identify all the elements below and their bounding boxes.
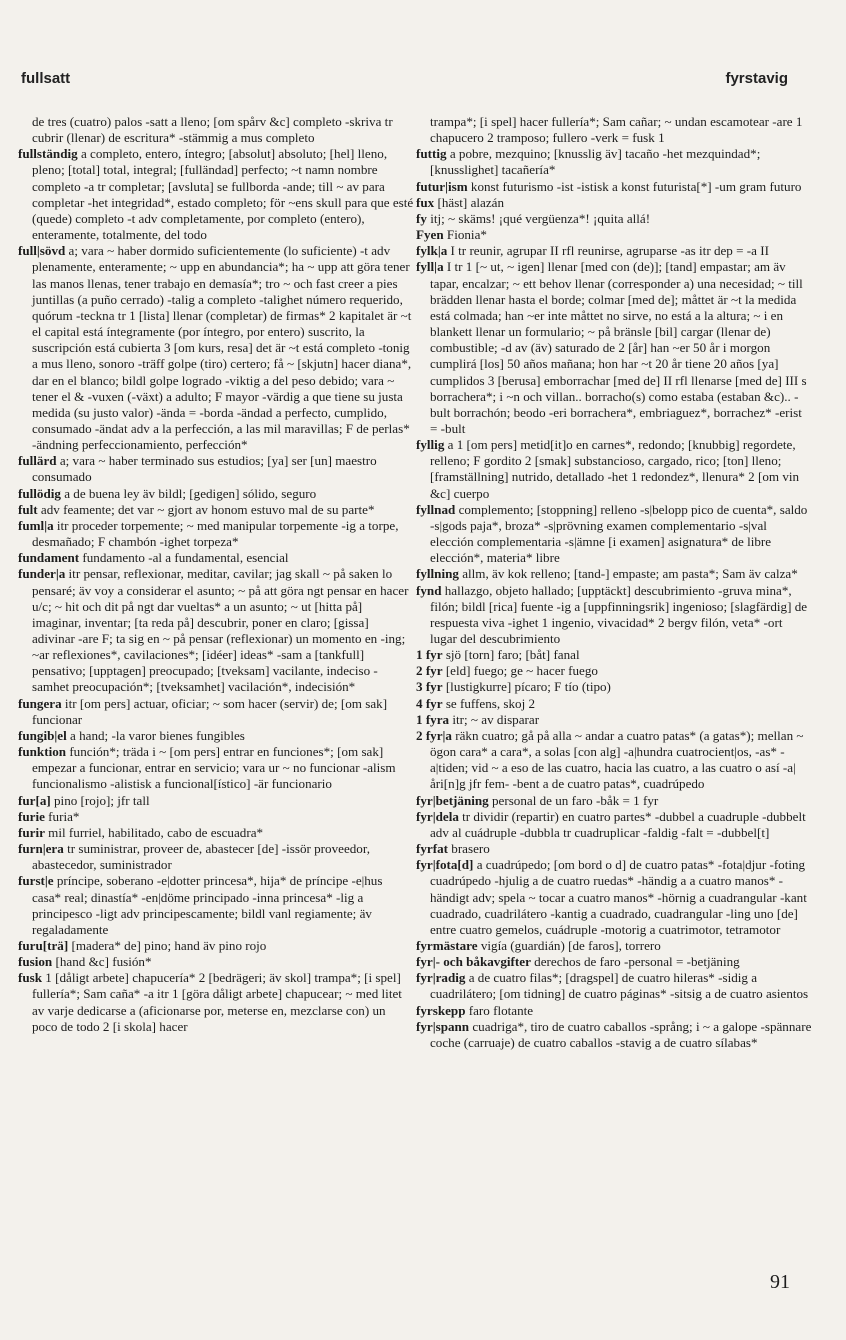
dictionary-entry bbox=[416, 243, 812, 259]
entry-definition: a; vara ~ haber dormido suficientemente (lo suficiente) -t adv plenamente, enteramente; ~ upp en abundancia*; ha ~ upp att göra tener las manos llenas, tener trabajo en demasía*; tro ~ och fast creer a pies juntillas (a puño cerrado) -talig a completo -talighet número requerido, quórum -teckna tr 1 [lista] llenar (completar) de firmas* 2 kapitalet är ~t el capital está íntegramente (por íntegro, por entero) suscrito, la suscripción está cubierta 3 [om kurs, resa] det är ~t está completo -tonig a mus lleno, sonoro -träff golpe (tiro) certero; få ~ [skjutn] hacer diana*, dar en el blanco; bildl golpe logrado -viktig a del peso debido; vara ~ tener el & -vuxen (-växt) a adulto; F mayor -värdig a que tiene su justa medida (su justo valor) -ända = -borda -ändad a perfecto, cumplido, consumado -ändat adv a la perfección, a las mil maravillas; F de perlas* -ändning perfeccionamiento, perfección* bbox=[32, 243, 412, 453]
entry-headword: fullödig bbox=[18, 485, 61, 501]
entry-headword: furst|e bbox=[18, 873, 54, 889]
entry-definition: allm, äv kok relleno; [tand-] empaste; am pasta*; Sam äv calza* bbox=[458, 566, 798, 582]
dictionary-entry bbox=[18, 793, 414, 809]
entry-headword: fyrfat bbox=[416, 841, 448, 857]
dictionary-entry bbox=[416, 1003, 812, 1019]
entry-definition: adv feamente; det var ~ gjort av honom estuvo mal de su parte* bbox=[37, 501, 375, 517]
entry-headword: fyr|spann bbox=[416, 1018, 470, 1034]
entry-definition: itr proceder torpemente; ~ med manipular torpemente -ig a torpe, desmañado; F chambón -ighet torpeza* bbox=[32, 517, 399, 550]
entry-definition: furia* bbox=[44, 808, 80, 824]
dictionary-entry bbox=[416, 195, 812, 211]
entry-headword: furn|era bbox=[18, 841, 64, 857]
dictionary-entry bbox=[18, 566, 414, 695]
dictionary-entry bbox=[18, 938, 414, 954]
entry-definition: I tr reunir, agrupar II rfl reunirse, agruparse -as itr dep = -a II bbox=[447, 243, 769, 259]
entry-definition: brasero bbox=[448, 841, 490, 857]
dictionary-entry bbox=[18, 243, 414, 453]
dictionary-entry bbox=[416, 970, 812, 1002]
entry-headword: fyr|dela bbox=[416, 808, 459, 824]
dictionary-entry bbox=[18, 696, 414, 728]
dictionary-entry bbox=[416, 663, 812, 679]
dictionary-entry bbox=[416, 647, 812, 663]
entry-headword: full|sövd bbox=[18, 243, 66, 259]
entry-definition: a hand; -la varor bienes fungibles bbox=[66, 727, 245, 743]
dictionary-entry bbox=[416, 954, 812, 970]
entry-definition: tr suministrar, proveer de, abastecer [de] -issör proveedor, abastecedor, suministrador bbox=[32, 841, 370, 873]
dictionary-entry bbox=[18, 453, 414, 485]
dictionary-entry bbox=[416, 211, 812, 227]
entry-headword: fyrskepp bbox=[416, 1002, 466, 1018]
entry-headword: fyll|a bbox=[416, 259, 444, 275]
entry-headword: fyllnad bbox=[416, 501, 456, 517]
dictionary-entry bbox=[416, 857, 812, 938]
dictionary-entry bbox=[18, 809, 414, 825]
dictionary-entry bbox=[18, 550, 414, 566]
entry-headword: futur|ism bbox=[416, 178, 468, 194]
entry-headword: fyr|- och båkavgifter bbox=[416, 954, 531, 970]
dictionary-entry bbox=[18, 114, 414, 146]
entry-definition: derechos de faro -personal = -betjäning bbox=[530, 954, 740, 970]
entry-definition: príncipe, soberano -e|dotter princesa*, hija* de príncipe -e|hus casa* real; dinastía* -en|döme principado -inna princesa* -lig a principesco -ligt adv principescamente; bildl vanl regiamente; äv regaladamente bbox=[32, 873, 383, 937]
dictionary-entry bbox=[18, 518, 414, 550]
entry-headword: fullärd bbox=[18, 453, 57, 469]
entry-definition: a 1 [om pers] metid[it]o en carnes*, redondo; [knubbig] regordete, relleno; F gordito 2 [smak] substancioso, cargado, rico; [ton] lleno; [framställning] nutrido, detallado -het 1 redondez*, llenura* 2 [om vin &c] cuerpo bbox=[430, 437, 800, 501]
entry-headword: fy bbox=[416, 210, 427, 226]
dictionary-entry bbox=[18, 841, 414, 873]
entry-headword: 1 fyr bbox=[416, 647, 443, 663]
dictionary-entry bbox=[416, 227, 812, 243]
dictionary-entry bbox=[416, 566, 812, 582]
entry-definition: a completo, entero, íntegro; [absolut] absoluto; [hel] lleno, pleno; [total] total, integral; [fulländad] perfecto; ~t namn nombre completo -a tr completar; [avsluta] se fullborda -ande; till ~ av para completar -het integridad*, estado completo; för ~ens skull para que esté (quede) completo -t adv completamente, por completo (entero), enteramente, totalmente, del todo bbox=[32, 146, 414, 243]
dictionary-entry bbox=[416, 809, 812, 841]
entry-headword: fungib|el bbox=[18, 727, 67, 743]
dictionary-entry bbox=[18, 502, 414, 518]
dictionary-entry bbox=[18, 728, 414, 744]
entry-headword: fyrmästare bbox=[416, 937, 478, 953]
dictionary-entry bbox=[18, 744, 414, 792]
entry-definition: itr; ~ av disparar bbox=[449, 711, 540, 727]
dictionary-entry bbox=[416, 841, 812, 857]
dictionary-entry bbox=[416, 712, 812, 728]
dictionary-entry bbox=[416, 502, 812, 567]
entry-headword: fungera bbox=[18, 695, 62, 711]
running-head-left: fullsatt bbox=[21, 70, 71, 87]
entry-headword: furie bbox=[18, 808, 45, 824]
entry-definition: a de buena ley äv bildl; [gedigen] sólido, seguro bbox=[60, 485, 317, 501]
dictionary-entry bbox=[18, 954, 414, 970]
entry-definition: a de cuatro filas*; [dragspel] de cuatro hileras* -sidig a cuadrilátero; [om tidning] de cuatro páginas* -sitsig a de cuatro asientos bbox=[430, 970, 809, 1002]
entry-definition: a cuadrúpedo; [om bord o d] de cuatro patas* -fota|djur -foting cuadrúpedo -hjulig a de cuatro ruedas* -händig a a cuatro manos* -händigt adv; spela ~ tocar a cuatro manos* -hörnig a cuadrangular -kant cuadrado, cuadrilátero -kantig a cuadrado, cuadrangular -ling uno [de] entre cuatro gemelos, cuádruple -motorig a cuatrimotor, tetramotor bbox=[430, 857, 807, 937]
entry-definition: itr [om pers] actuar, oficiar; ~ som hacer (servir) de; [om sak] funcionar bbox=[32, 695, 388, 727]
entry-headword: fuml|a bbox=[18, 517, 54, 533]
entry-definition: de tres (cuatro) palos -satt a lleno; [om spårv &c] completo -skriva tr cubrir (llenar) de escritura* -stämmig a mus completo bbox=[32, 114, 393, 146]
entry-definition: trampa*; [i spel] hacer fullería*; Sam cañar; ~ undan escamotear -are 1 chapucero 2 tramposo; fullero -verk = fusk 1 bbox=[430, 114, 803, 146]
dictionary-entry bbox=[18, 970, 414, 1035]
entry-definition: hallazgo, objeto hallado; [upptäckt] descubrimiento -gruva mina*, filón; bildl [rica] fuente -ig a [uppfinningsrik] ingenioso; [slagfärdig] de respuesta viva -ighet 1 ingenio, vivacidad* 2 bergv filón, veta* -ort lugar del descubrimiento bbox=[430, 582, 808, 646]
entry-headword: fult bbox=[18, 501, 38, 517]
entry-headword: Fyen bbox=[416, 227, 444, 243]
left-column bbox=[18, 114, 414, 1035]
dictionary-entry bbox=[416, 437, 812, 502]
entry-headword: fyr|fota[d] bbox=[416, 857, 474, 873]
entry-definition: a; vara ~ haber terminado sus estudios; [ya] ser [un] maestro consumado bbox=[32, 453, 377, 485]
entry-headword: fyr|radig bbox=[416, 970, 466, 986]
entry-headword: fux bbox=[416, 194, 435, 210]
entry-headword: fullständig bbox=[18, 146, 78, 162]
entry-headword: fyllig bbox=[416, 437, 445, 453]
dictionary-entry bbox=[416, 259, 812, 437]
entry-definition: tr dividir (repartir) en cuatro partes* -dubbel a cuadruple -dubbelt adv al cuádruple -dubbla tr cuadruplicar -faldig -falt = -dubbel[t] bbox=[430, 808, 806, 840]
entry-definition: [madera* de] pino; hand äv pino rojo bbox=[68, 937, 267, 953]
dictionary-entry bbox=[416, 583, 812, 648]
dictionary-entry bbox=[416, 146, 812, 178]
entry-headword: funder|a bbox=[18, 566, 66, 582]
dictionary-entry bbox=[416, 179, 812, 195]
entry-definition: [häst] alazán bbox=[434, 194, 504, 210]
entry-definition: Fionia* bbox=[443, 227, 487, 243]
entry-definition: sjö [torn] faro; [båt] fanal bbox=[442, 647, 580, 663]
entry-definition: vigía (guardián) [de faros], torrero bbox=[477, 937, 661, 953]
page-number: 91 bbox=[770, 1271, 790, 1293]
entry-headword: funktion bbox=[18, 744, 67, 760]
entry-headword: fyr|betjäning bbox=[416, 792, 489, 808]
entry-headword: 2 fyr|a bbox=[416, 727, 452, 743]
entry-headword: 1 fyra bbox=[416, 711, 450, 727]
right-column bbox=[416, 114, 812, 1051]
entry-definition: fundamento -al a fundamental, esencial bbox=[79, 550, 289, 566]
entry-definition: [hand &c] fusión* bbox=[52, 954, 152, 970]
entry-definition: itj; ~ skäms! ¡qué vergüenza*! ¡quita allá! bbox=[426, 210, 651, 226]
entry-definition: itr pensar, reflexionar, meditar, cavilar; jag skall ~ på saken lo pensaré; äv voy a considerar el asunto; ~ på att göra ngt pensar en hacer u/c; ~ hit och dit på ngt dar vueltas* a un asunto; ~ ut [hitta på] imaginar, inventar; [ta reda på] descubrir, poner en claro; [gissa] adivinar -are F; ta sig en ~ på pensar (reflexionar) un momento en -ing; ~ar reflexiones*, cavilaciones*; [idéer] ideas* -sam a [tankfull] pensativo; [upptagen] preocupado; [tveksam] vacilante, indeciso -samhet preocupación*; [tveksamhet] vacilación*, indecisión* bbox=[32, 566, 409, 695]
entry-headword: furu[trä] bbox=[18, 937, 69, 953]
entry-headword: furir bbox=[18, 824, 45, 840]
entry-headword: fur[a] bbox=[18, 792, 51, 808]
dictionary-entry bbox=[18, 825, 414, 841]
entry-headword: futtig bbox=[416, 146, 447, 162]
dictionary-entry bbox=[18, 873, 414, 938]
dictionary-entry bbox=[416, 1019, 812, 1051]
dictionary-entry bbox=[416, 793, 812, 809]
entry-definition: a pobre, mezquino; [knusslig äv] tacaño -het mezquindad*; [knusslighet] tacañería* bbox=[430, 146, 761, 178]
entry-definition: [lustigkurre] pícaro; F tío (tipo) bbox=[442, 679, 611, 695]
entry-headword: fynd bbox=[416, 582, 442, 598]
entry-definition: función*; träda i ~ [om pers] entrar en funciones*; [om sak] empezar a funcionar, entrar en servicio; vara ur ~ no funcionar -alism funcionalismo -alistisk a funcional[ístico] -är funcionario bbox=[32, 744, 396, 792]
entry-definition: personal de un faro -båk = 1 fyr bbox=[488, 792, 659, 808]
dictionary-entry bbox=[18, 486, 414, 502]
entry-headword: fusion bbox=[18, 954, 53, 970]
running-head-right: fyrstavig bbox=[725, 70, 788, 87]
entry-headword: fundament bbox=[18, 550, 80, 566]
entry-headword: 2 fyr bbox=[416, 663, 443, 679]
entry-definition: [eld] fuego; ge ~ hacer fuego bbox=[442, 663, 598, 679]
entry-definition: pino [rojo]; jfr tall bbox=[50, 792, 150, 808]
entry-definition: I tr 1 [~ ut, ~ igen] llenar [med con (de)]; [tand] empastar; am äv tapar, encalzar; ~ ett behov llenar (corresponder a) una necesidad; ~ till brädden llenar hasta el borde; colmar [med de]; måttet är ~t la medida está colmada; han ~er inte måttet no sirve, no está a la altura; ~ i en blankett llenar un formulario; ~ på bränsle [bil] cargar (llenar de) combustible; -d av (äv) saturado de 2 [år] han ~er 50 år i morgon cumplirá [los] 50 años mañana; hon har ~t 20 år tiene 20 años [ya] cumplidos 3 [berusa] emborrachar [med de] II rfl llenarse [med de] III s borrachera*; i ~n och villan.. borracho(s) como estaba (estaban &c).. -bult borrachón; beodo -eri borrachera*, embriaguez*, borrachez* -erist = -bult bbox=[430, 259, 807, 436]
entry-definition: cuadriga*, tiro de cuatro caballos -språng; i ~ a galope -spännare coche (carruaje) de cuatro caballos -stavig a de cuatro sílabas* bbox=[430, 1018, 812, 1050]
entry-definition: faro flotante bbox=[465, 1002, 534, 1018]
entry-definition: complemento; [stoppning] relleno -s|belopp pico de cuenta*, saldo -s|gods paja*, broza* -s|prövning examen complementario -s|val elección complementaria -s|ämne [i examen] asignatura* de libre elección*, materia* libre bbox=[430, 501, 808, 566]
entry-definition: mil furriel, habilitado, cabo de escuadra* bbox=[44, 824, 264, 840]
entry-definition: räkn cuatro; gå på alla ~ andar a cuatro patas* (a gatas*); mellan ~ ögon cara* a cara*, a solas [con alg] -a|hundra cuatrocient|os, -as* -a|tiden; vid ~ a eso de las cuatro, hacia las cuatro, a las cuatro o así -a|åri[n]g jfr fem- -bent a de cuatro patas*, cuadrúpedo bbox=[430, 727, 804, 792]
dictionary-entry bbox=[18, 146, 414, 243]
entry-definition: se fuffens, skoj 2 bbox=[442, 695, 536, 711]
entry-definition: 1 [dåligt arbete] chapucería* 2 [bedrägeri; äv skol] trampa*; [i spel] fullería*; Sam caña* -a itr 1 [göra dåligt arbete] chapucear; ~ med litet av varje dedicarse a (aficionarse por, meterse en, mezclarse con) un poco de todo 2 [i skola] hacer bbox=[32, 970, 402, 1034]
entry-headword: fusk bbox=[18, 970, 43, 986]
entry-headword: 4 fyr bbox=[416, 695, 443, 711]
dictionary-entry bbox=[416, 679, 812, 695]
entry-headword: fyllning bbox=[416, 566, 459, 582]
entry-headword: 3 fyr bbox=[416, 679, 443, 695]
dictionary-entry bbox=[416, 114, 812, 146]
dictionary-entry bbox=[416, 696, 812, 712]
entry-definition: konst futurismo -ist -istisk a konst futurista[*] -um gram futuro bbox=[467, 178, 802, 194]
dictionary-entry bbox=[416, 728, 812, 793]
dictionary-entry bbox=[416, 938, 812, 954]
entry-headword: fylk|a bbox=[416, 243, 448, 259]
